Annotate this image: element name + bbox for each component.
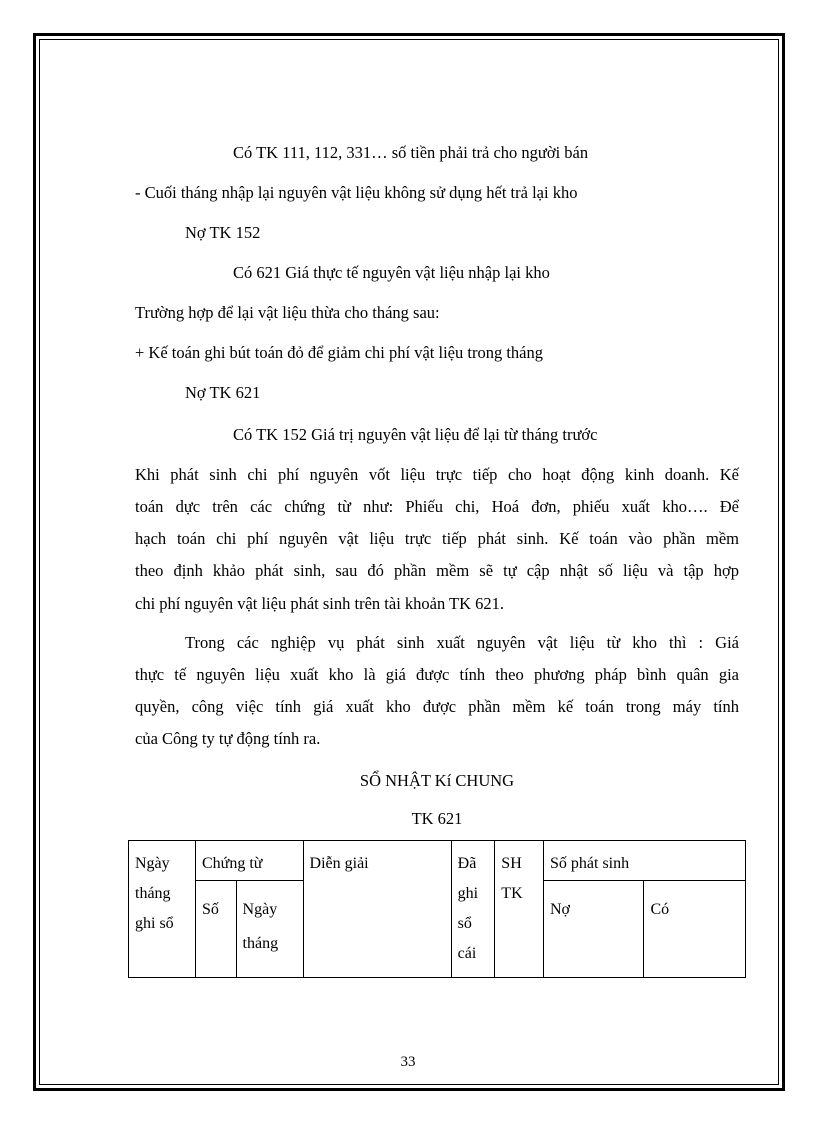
col-header-credit: Có: [644, 881, 746, 978]
journal-table: [128, 840, 746, 978]
paragraph-1-line: theo định khảo phát sinh, sau đó phần mềm sẽ tự cập nhật số liệu và tập hợp: [135, 561, 739, 580]
entry-line-7: Nợ TK 621: [185, 383, 261, 402]
paragraph-2-line: quyền, công việc tính giá xuất kho được phần mềm kế toán trong máy tính: [135, 697, 739, 716]
journal-subtitle: TK 621: [411, 809, 463, 828]
col-header-amount: Số phát sinh: [544, 841, 746, 881]
entry-line-6: + Kế toán ghi bút toán đỏ để giảm chi phí vật liệu trong tháng: [135, 343, 543, 362]
paragraph-2-line: của Công ty tự động tính ra.: [135, 729, 321, 748]
col-header-posted: Đã ghi sổ cái: [451, 841, 495, 978]
col-header-voucher: Chứng từ: [195, 841, 303, 881]
entry-line-2: - Cuối tháng nhập lại nguyên vật liệu không sử dụng hết trả lại kho: [135, 183, 578, 202]
entry-line-3: Nợ TK 152: [185, 223, 261, 242]
entry-line-4: Có 621 Giá thực tế nguyên vật liệu nhập lại kho: [233, 263, 550, 282]
paragraph-2-line: thực tế nguyên liệu xuất kho là giá được tính theo phương pháp bình quân gia: [135, 665, 739, 684]
journal-title: SỔ NHẬT Kí CHUNG: [359, 771, 515, 790]
col-header-date: Ngày tháng ghi sổ: [129, 841, 196, 978]
col-header-account: SH TK: [495, 841, 544, 978]
paragraph-1-line: toán dực trên các chứng từ như: Phiếu chi, Hoá đơn, phiếu xuất kho…. Để: [135, 497, 739, 516]
col-header-number: Số: [195, 881, 236, 978]
entry-line-1: Có TK 111, 112, 331… số tiền phải trả cho người bán: [233, 143, 589, 162]
paragraph-1-line: hạch toán chi phí nguyên vật liệu trực tiếp phát sinh. Kế toán vào phần mềm: [135, 529, 739, 548]
entry-line-5: Trường hợp để lại vật liệu thừa cho tháng sau:: [135, 303, 440, 322]
paragraph-1-line: Khi phát sinh chi phí nguyên vốt liệu trực tiếp cho hoạt động kinh doanh. Kế: [135, 465, 739, 484]
page-number: 33: [400, 1054, 416, 1070]
col-header-description: Diễn giải: [303, 841, 451, 978]
col-header-voucher-date: Ngày tháng: [236, 881, 303, 978]
paragraph-1-line: chi phí nguyên vật liệu phát sinh trên tài khoản TK 621.: [135, 594, 505, 613]
entry-line-8: Có TK 152 Giá trị nguyên vật liệu để lại từ tháng trước: [233, 425, 598, 444]
col-header-debit: Nợ: [544, 881, 644, 978]
paragraph-2-line: Trong các nghiệp vụ phát sinh xuất nguyên vật liệu từ kho thì : Giá: [185, 633, 739, 652]
